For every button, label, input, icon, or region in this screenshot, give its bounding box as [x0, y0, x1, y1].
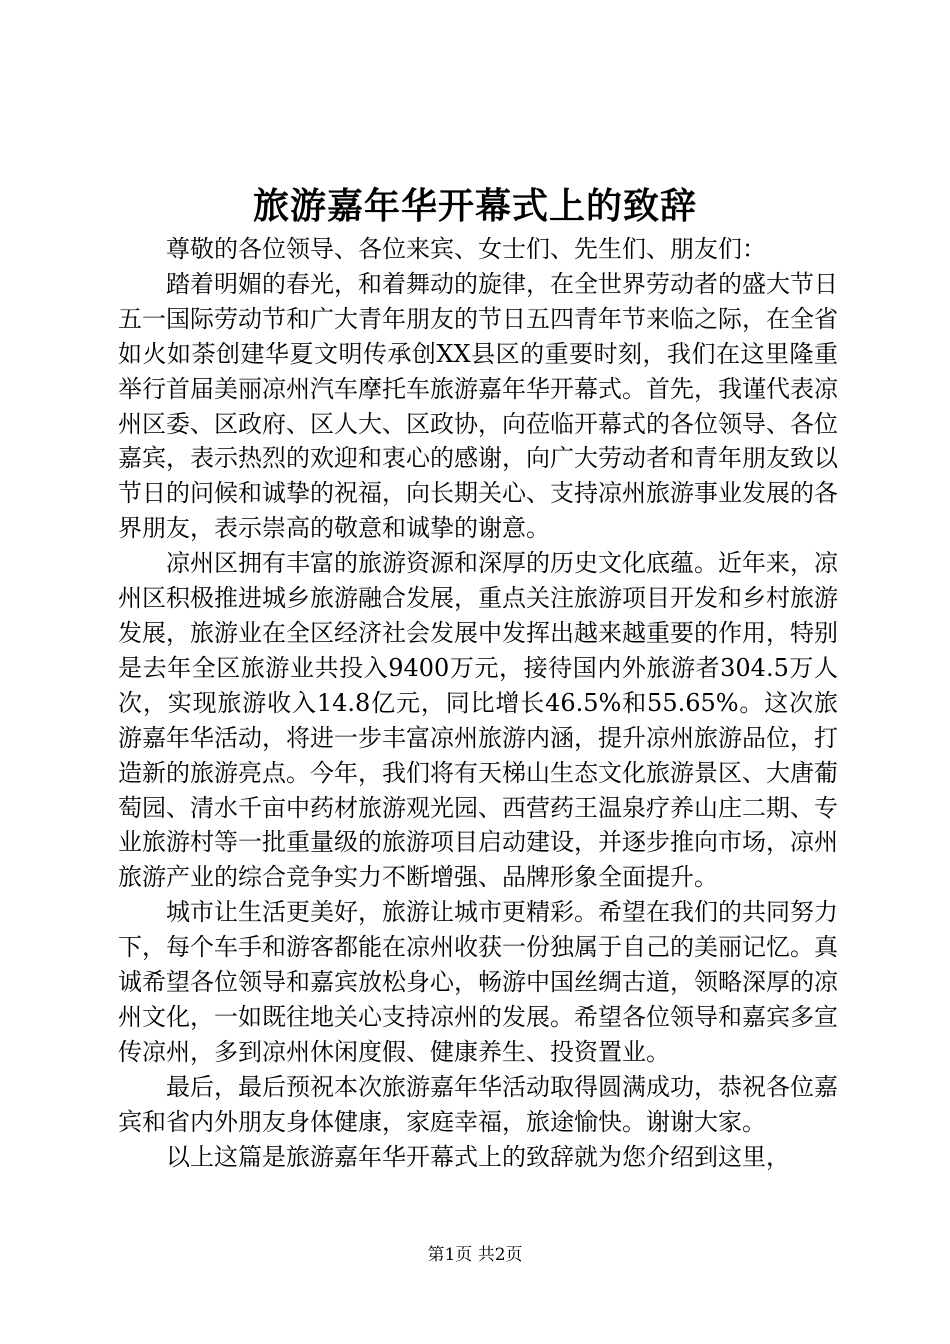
paragraph-closing: 最后，最后预祝本次旅游嘉年华活动取得圆满成功，恭祝各位嘉宾和省内外朋友身体健康，家庭幸福，旅途愉快。谢谢大家。	[118, 1072, 838, 1136]
paragraph-afterword: 以上这篇是旅游嘉年华开幕式上的致辞就为您介绍到这里，	[166, 1142, 790, 1171]
document-title: 旅游嘉年华开幕式上的致辞	[252, 185, 697, 227]
paragraph-salutation: 尊敬的各位领导、各位来宾、女士们、先生们、朋友们：	[166, 235, 766, 263]
page-number-footer: 第1页 共2页	[427, 1245, 523, 1265]
paragraph-tourism-resources: 凉州区拥有丰富的旅游资源和深厚的历史文化底蕴。近年来，凉州区积极推进城乡旅游融合发展，重点关注旅游项目开发和乡村旅游发展，旅游业在全区经济社会发展中发挥出越来越重要的作用，特别是去年全区旅游业共投入9400万元，接待国内外旅游者304.5万人次，实现旅游收入14.8亿元，同比增长46.5%和55.65%。这次旅游嘉年华活动，将进一步丰富凉州旅游内涵，提升凉州旅游品位，打造新的旅游亮点。今年，我们将有天梯山生态文化旅游景区、大唐葡萄园、清水千亩中药材旅游观光园、西营药王温泉疗养山庄二期、专业旅游村等一批重量级的旅游项目启动建设，并逐步推向市场，凉州旅游产业的综合竞争实力不断增强、品牌形象全面提升。	[118, 549, 838, 892]
paragraph-hopes: 城市让生活更美好，旅游让城市更精彩。希望在我们的共同努力下，每个车手和游客都能在凉州收获一份独属于自己的美丽记忆。真诚希望各位领导和嘉宾放松身心，畅游中国丝绸古道，领略深厚的凉州文化，一如既往地关心支持凉州的发展。希望各位领导和嘉宾多宣传凉州，多到凉州休闲度假、健康养生、投资置业。	[118, 898, 838, 1066]
paragraph-opening: 踏着明媚的春光，和着舞动的旋律，在全世界劳动者的盛大节日五一国际劳动节和广大青年朋友的节日五四青年节来临之际，在全省如火如荼创建华夏文明传承创XX县区的重要时刻，我们在这里隆重举行首届美丽凉州汽车摩托车旅游嘉年华开幕式。首先，我谨代表凉州区委、区政府、区人大、区政协，向莅临开幕式的各位领导、各位嘉宾，表示热烈的欢迎和衷心的感谢，向广大劳动者和青年朋友致以节日的问候和诚挚的祝福，向长期关心、支持凉州旅游事业发展的各界朋友，表示崇高的敬意和诚挚的谢意。	[118, 269, 838, 543]
document-body	[118, 232, 838, 1174]
